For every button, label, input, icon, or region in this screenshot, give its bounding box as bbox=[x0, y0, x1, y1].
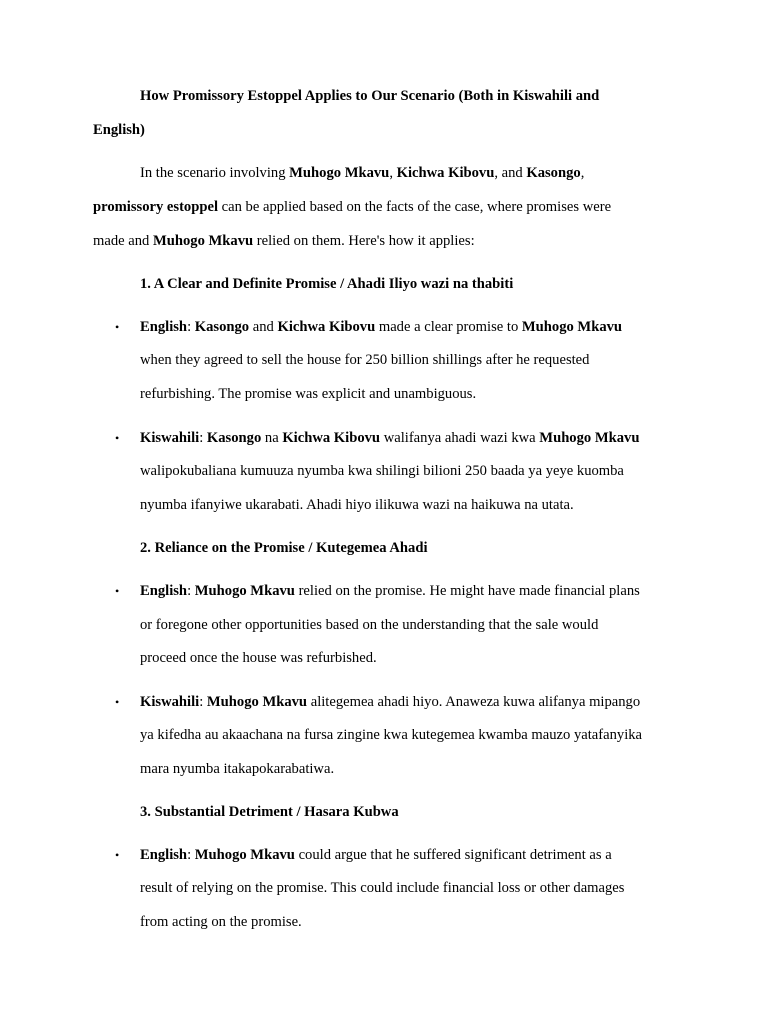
list-item-kiswahili-1: Kiswahili: Kasongo na Kichwa Kibovu walifanya ahadi wazi kwa Muhogo Mkavu bbox=[140, 430, 640, 446]
section-heading-2: 2. Reliance on the Promise / Kutegemea Ahadi bbox=[140, 540, 428, 556]
list-item-text: refurbishing. The promise was explicit and unambiguous. bbox=[140, 386, 477, 402]
party-name: Muhogo Mkavu bbox=[152, 233, 254, 249]
bullet-icon: • bbox=[115, 848, 120, 862]
bullet-icon: • bbox=[115, 584, 120, 598]
intro-line-3: made and Muhogo Mkavu relied on them. Here's how it applies: bbox=[93, 233, 475, 249]
list-item-english-1: English: Kasongo and Kichwa Kibovu made a clear promise to Muhogo Mkavu bbox=[140, 319, 623, 335]
party-name: Kichwa Kibovu bbox=[396, 165, 495, 181]
bullet-icon: • bbox=[115, 695, 120, 709]
list-item-english-2: English: Muhogo Mkavu relied on the promise. He might have made financial plans bbox=[140, 583, 640, 599]
language-label: Kiswahili bbox=[140, 430, 200, 446]
list-item-english-3: English: Muhogo Mkavu could argue that he suffered significant detriment as a bbox=[140, 847, 612, 863]
intro-line-1: In the scenario involving Muhogo Mkavu, Kichwa Kibovu, and Kasongo, bbox=[140, 165, 585, 181]
bullet-icon: • bbox=[115, 320, 120, 334]
title-line-2: English) bbox=[93, 122, 145, 138]
language-label: English bbox=[140, 319, 188, 335]
language-label: English bbox=[140, 847, 188, 863]
title-line-1: How Promissory Estoppel Applies to Our Scenario (Both in Kiswahili and bbox=[140, 88, 600, 104]
list-item-text: mara nyumba itakapokarabatiwa. bbox=[140, 761, 335, 777]
bullet-icon: • bbox=[115, 431, 120, 445]
list-item-text: result of relying on the promise. This could include financial loss or other damages bbox=[140, 880, 625, 896]
list-item-text: proceed once the house was refurbished. bbox=[140, 650, 377, 666]
list-item-text: ya kifedha au akaachana na fursa zingine kwa kutegemea kwamba mauzo yatafanyika bbox=[140, 727, 643, 743]
language-label: English bbox=[140, 583, 188, 599]
language-label: Kiswahili bbox=[140, 694, 200, 710]
party-name: Muhogo Mkavu bbox=[289, 165, 390, 181]
list-item-kiswahili-2: Kiswahili: Muhogo Mkavu alitegemea ahadi hiyo. Anaweza kuwa alifanya mipango bbox=[140, 694, 641, 710]
party-name: Kasongo bbox=[526, 165, 581, 181]
list-item-text: when they agreed to sell the house for 250 billion shillings after he requested bbox=[140, 352, 590, 368]
section-heading-3: 3. Substantial Detriment / Hasara Kubwa bbox=[140, 804, 399, 820]
list-item-text: nyumba ifanyiwe ukarabati. Ahadi hiyo ilikuwa wazi na haikuwa na utata. bbox=[140, 497, 574, 513]
list-item-text: from acting on the promise. bbox=[140, 914, 302, 930]
section-heading-1: 1. A Clear and Definite Promise / Ahadi Iliyo wazi na thabiti bbox=[140, 276, 514, 292]
intro-line-2: promissory estoppel can be applied based on the facts of the case, where promises were bbox=[93, 199, 612, 215]
list-item-text: or foregone other opportunities based on the understanding that the sale would bbox=[140, 617, 599, 633]
doctrine-term: promissory estoppel bbox=[93, 199, 218, 215]
list-item-text: walipokubaliana kumuuza nyumba kwa shilingi bilioni 250 baada ya yeye kuomba bbox=[140, 463, 624, 479]
